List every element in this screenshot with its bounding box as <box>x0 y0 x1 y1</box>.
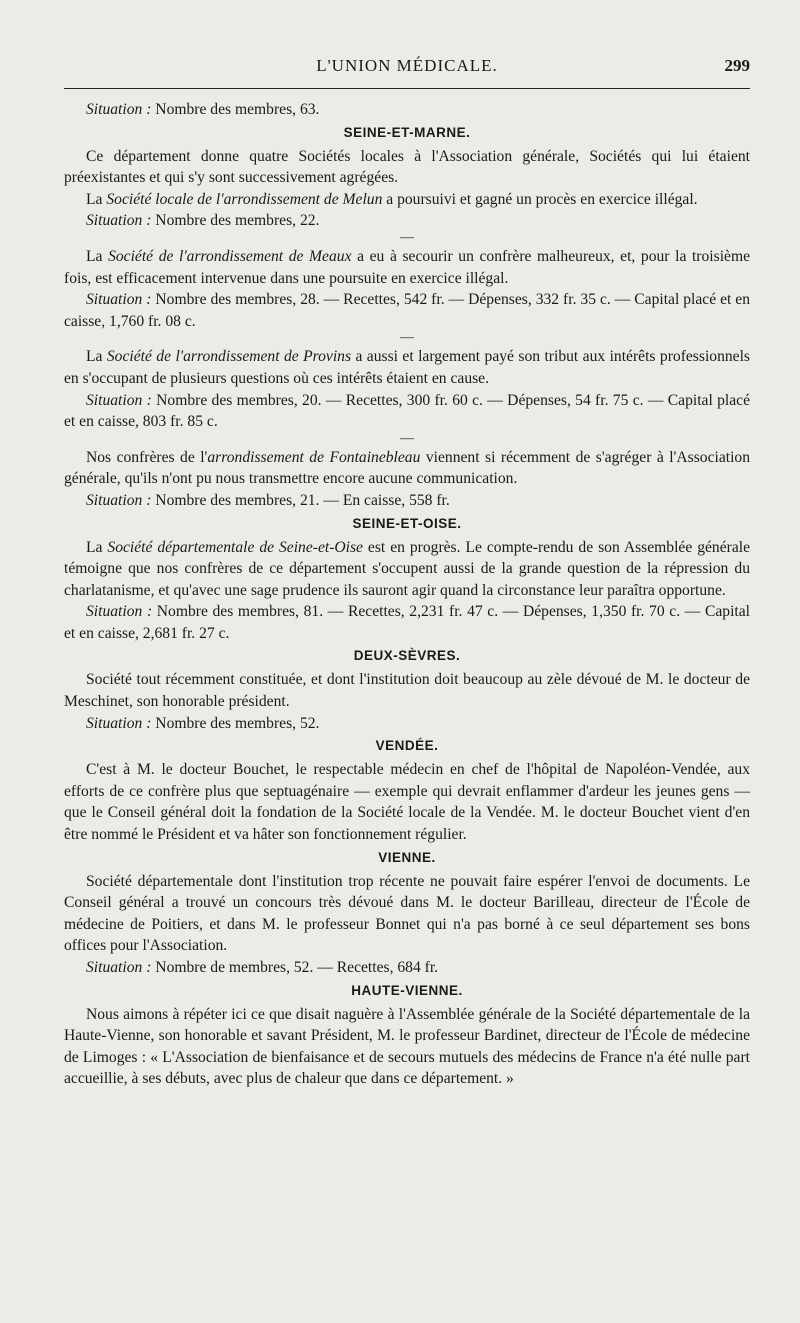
situation-line: Situation : Nombre des membres, 22. <box>86 212 320 230</box>
situation-line: Situation : Nombre des membres, 63. <box>86 101 320 118</box>
situation-line: Situation : Nombre de membres, 52. — Recettes, 684 fr. <box>86 959 439 976</box>
page-number: 299 <box>724 56 750 75</box>
section-heading-vienne: VIENNE. <box>378 849 436 865</box>
paragraph: La Société de l'arrondissement de Meaux a eu à secourir un confrère malheureux, et, pour la troisième fois, est efficacement intervenue dans une poursuite en exercice illégal. <box>64 247 750 287</box>
section-heading-haute-vienne: HAUTE-VIENNE. <box>351 982 463 998</box>
paragraph: La Société locale de l'arrondissement de Melun a poursuivi et gagné un procès en exercice illégal. <box>86 190 698 208</box>
paragraph: Société tout récemment constituée, et dont l'institution doit beaucoup au zèle dévoué de M. le docteur de Meschinet, son honorable président. <box>64 671 750 711</box>
separator-dash: — <box>400 330 414 346</box>
paragraph: C'est à M. le docteur Bouchet, le respectable médecin en chef de l'hôpital de Napoléon-Vendée, aux efforts de ce confrère plus que septuagénaire — exemple qui devrait enflammer d'ardeur les jeunes gens — que le Conseil général doit la fondation de la Société locale de la Vendée. M. le docteur Bouchet vient d'en être nommé le Président et va hâter son fonctionnement régulier. <box>64 761 750 844</box>
paragraph: Société départementale dont l'institution trop récente ne pouvait faire espérer l'envoi de documents. Le Conseil général a trouvé un concours très dévoué dans M. le docteur Barilleau, directeur de l'École de médecine de Poitiers, et dans M. le professeur Bonnet qui n'a pas borné à ce seul département ses bons offices pour l'Association. <box>64 872 750 955</box>
paragraph: Ce département donne quatre Sociétés locales à l'Association générale, Sociétés qui lui étaient préexistantes et qui s'y sont successivement agrégées. <box>64 147 750 187</box>
situation-line: Situation : Nombre des membres, 20. — Recettes, 300 fr. 60 c. — Dépenses, 54 fr. 75 c. — Capital placé et en caisse, 803 fr. 85 c. <box>64 391 751 431</box>
situation-line: Situation : Nombre des membres, 52. <box>86 714 320 732</box>
situation-line: Situation : Nombre des membres, 28. — Recettes, 542 fr. — Dépenses, 332 fr. 35 c. — Capital placé et en caisse, 1,760 fr. 08 c. <box>64 291 751 330</box>
section-heading-seine-et-oise: SEINE-ET-OISE. <box>352 515 462 531</box>
paragraph: Nous aimons à répéter ici ce que disait naguère à l'Assemblée générale de la Société départementale de la Haute-Vienne, son honorable et savant Président, M. le professeur Bardinet, directeur de l'École de médecine de Limoges : « L'Association de bienfaisance et de secours mutuels des médecins de France n'a été nulle part accueillie, à ses débuts, avec plus de chaleur que dans ce département. » <box>64 1005 750 1088</box>
section-heading-vendee: VENDÉE. <box>375 738 439 754</box>
situation-label: Situation : <box>86 101 152 118</box>
paragraph: La Société de l'arrondissement de Provins a aussi et largement payé son tribut aux intérêts professionnels en s'occupant de plusieurs questions où ces intérêts étaient en cause. <box>64 348 750 387</box>
separator-dash: — <box>400 430 414 446</box>
section-heading-deux-sevres: DEUX-SÈVRES. <box>353 648 461 664</box>
paragraph: La Société départementale de Seine-et-Oise est en progrès. Le compte-rendu de son Assemblée générale témoigne que nos confrères de ce département s'occupent aussi de la grande question de la répression du charlatanisme, et qu'avec une sage prudence ils sauront agir quand la circonstance leur paraîtra opportune. <box>64 538 750 599</box>
situation-line: Situation : Nombre des membres, 21. — En caisse, 558 fr. <box>86 491 450 509</box>
article-body <box>64 99 750 1090</box>
running-head <box>64 52 750 89</box>
journal-title: L'UNION MÉDICALE. <box>316 56 498 75</box>
paragraph: Nos confrères de l'arrondissement de Fontainebleau viennent si récemment de s'agréger à l'Association générale, qu'ils n'ont pu nous transmettre encore aucune communication. <box>64 448 750 488</box>
separator-dash: — <box>400 229 414 245</box>
situation-line: Situation : Nombre des membres, 81. — Recettes, 2,231 fr. 47 c. — Dépenses, 1,350 fr. 70 c. — Capital et en caisse, 2,681 fr. 27 c. <box>64 603 750 642</box>
section-heading-seine-et-marne: SEINE-ET-MARNE. <box>343 124 471 140</box>
